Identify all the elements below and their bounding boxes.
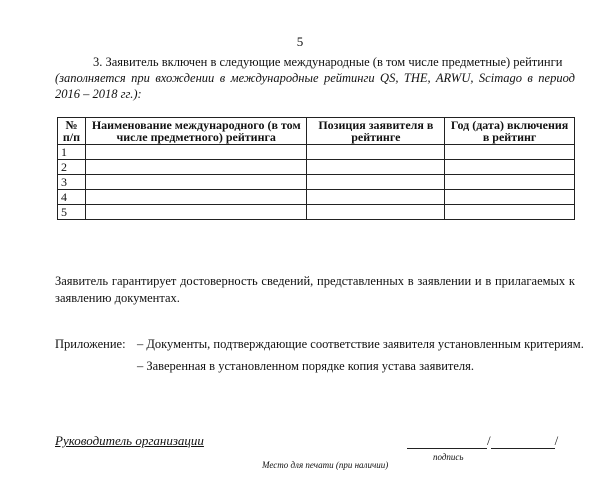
row-position-cell[interactable]: [307, 175, 445, 190]
row-num: 3: [58, 175, 86, 190]
row-name-cell[interactable]: [85, 160, 307, 175]
stamp-caption: Место для печати (при наличии): [262, 460, 389, 470]
appendix-line-1: [55, 333, 585, 355]
section-note: (заполняется при вхождении в международные рейтинги QS, THE, ARWU, Scimago в период 2016 – 2018 гг.):: [55, 71, 575, 101]
name-blank[interactable]: [491, 435, 555, 449]
section-ratings: [55, 54, 575, 102]
appendix: [55, 333, 585, 377]
header-name: Наименование международного (в том числе предметного) рейтинга: [85, 118, 307, 145]
guarantee-text: Заявитель гарантирует достоверность сведений, представленных в заявлении и в прилагаемых к заявлению документах.: [55, 274, 575, 305]
table-row: [58, 205, 575, 220]
header-num: № п/п: [58, 118, 86, 145]
table-row: [58, 145, 575, 160]
row-num: 4: [58, 190, 86, 205]
appendix-item-1: – Документы, подтверждающие соответствие заявителя установленным критериям.: [137, 337, 584, 351]
row-num: 5: [58, 205, 86, 220]
appendix-label: Приложение:: [55, 337, 126, 351]
header-year: Год (дата) включения в рейтинг: [445, 118, 575, 145]
ratings-table: [57, 117, 575, 220]
signature-separator-end: /: [554, 433, 559, 448]
appendix-item-2: – Заверенная в установленном порядке копия устава заявителя.: [137, 359, 475, 373]
row-num: 2: [58, 160, 86, 175]
signature-separator: /: [487, 433, 491, 448]
header-position: Позиция заявителя в рейтинге: [307, 118, 445, 145]
row-name-cell[interactable]: [85, 145, 307, 160]
row-name-cell[interactable]: [85, 190, 307, 205]
row-position-cell[interactable]: [307, 190, 445, 205]
row-position-cell[interactable]: [307, 145, 445, 160]
row-year-cell[interactable]: [445, 145, 575, 160]
head-of-organization-label: Руководитель организации: [55, 433, 204, 448]
row-year-cell[interactable]: [445, 190, 575, 205]
row-position-cell[interactable]: [307, 160, 445, 175]
table-header-row: [58, 118, 575, 145]
section-heading: 3. Заявитель включен в следующие международные (в том числе предметные) рейтинги: [93, 55, 563, 69]
table-row: [58, 160, 575, 175]
table-row: [58, 175, 575, 190]
page-number: 5: [296, 34, 304, 49]
row-num: 1: [58, 145, 86, 160]
row-year-cell[interactable]: [445, 175, 575, 190]
row-name-cell[interactable]: [85, 205, 307, 220]
row-year-cell[interactable]: [445, 205, 575, 220]
signature-blank[interactable]: [407, 435, 487, 449]
row-name-cell[interactable]: [85, 175, 307, 190]
row-position-cell[interactable]: [307, 205, 445, 220]
table-row: [58, 190, 575, 205]
signature-line: [407, 433, 558, 449]
row-year-cell[interactable]: [445, 160, 575, 175]
signature-caption: подпись: [433, 452, 464, 462]
